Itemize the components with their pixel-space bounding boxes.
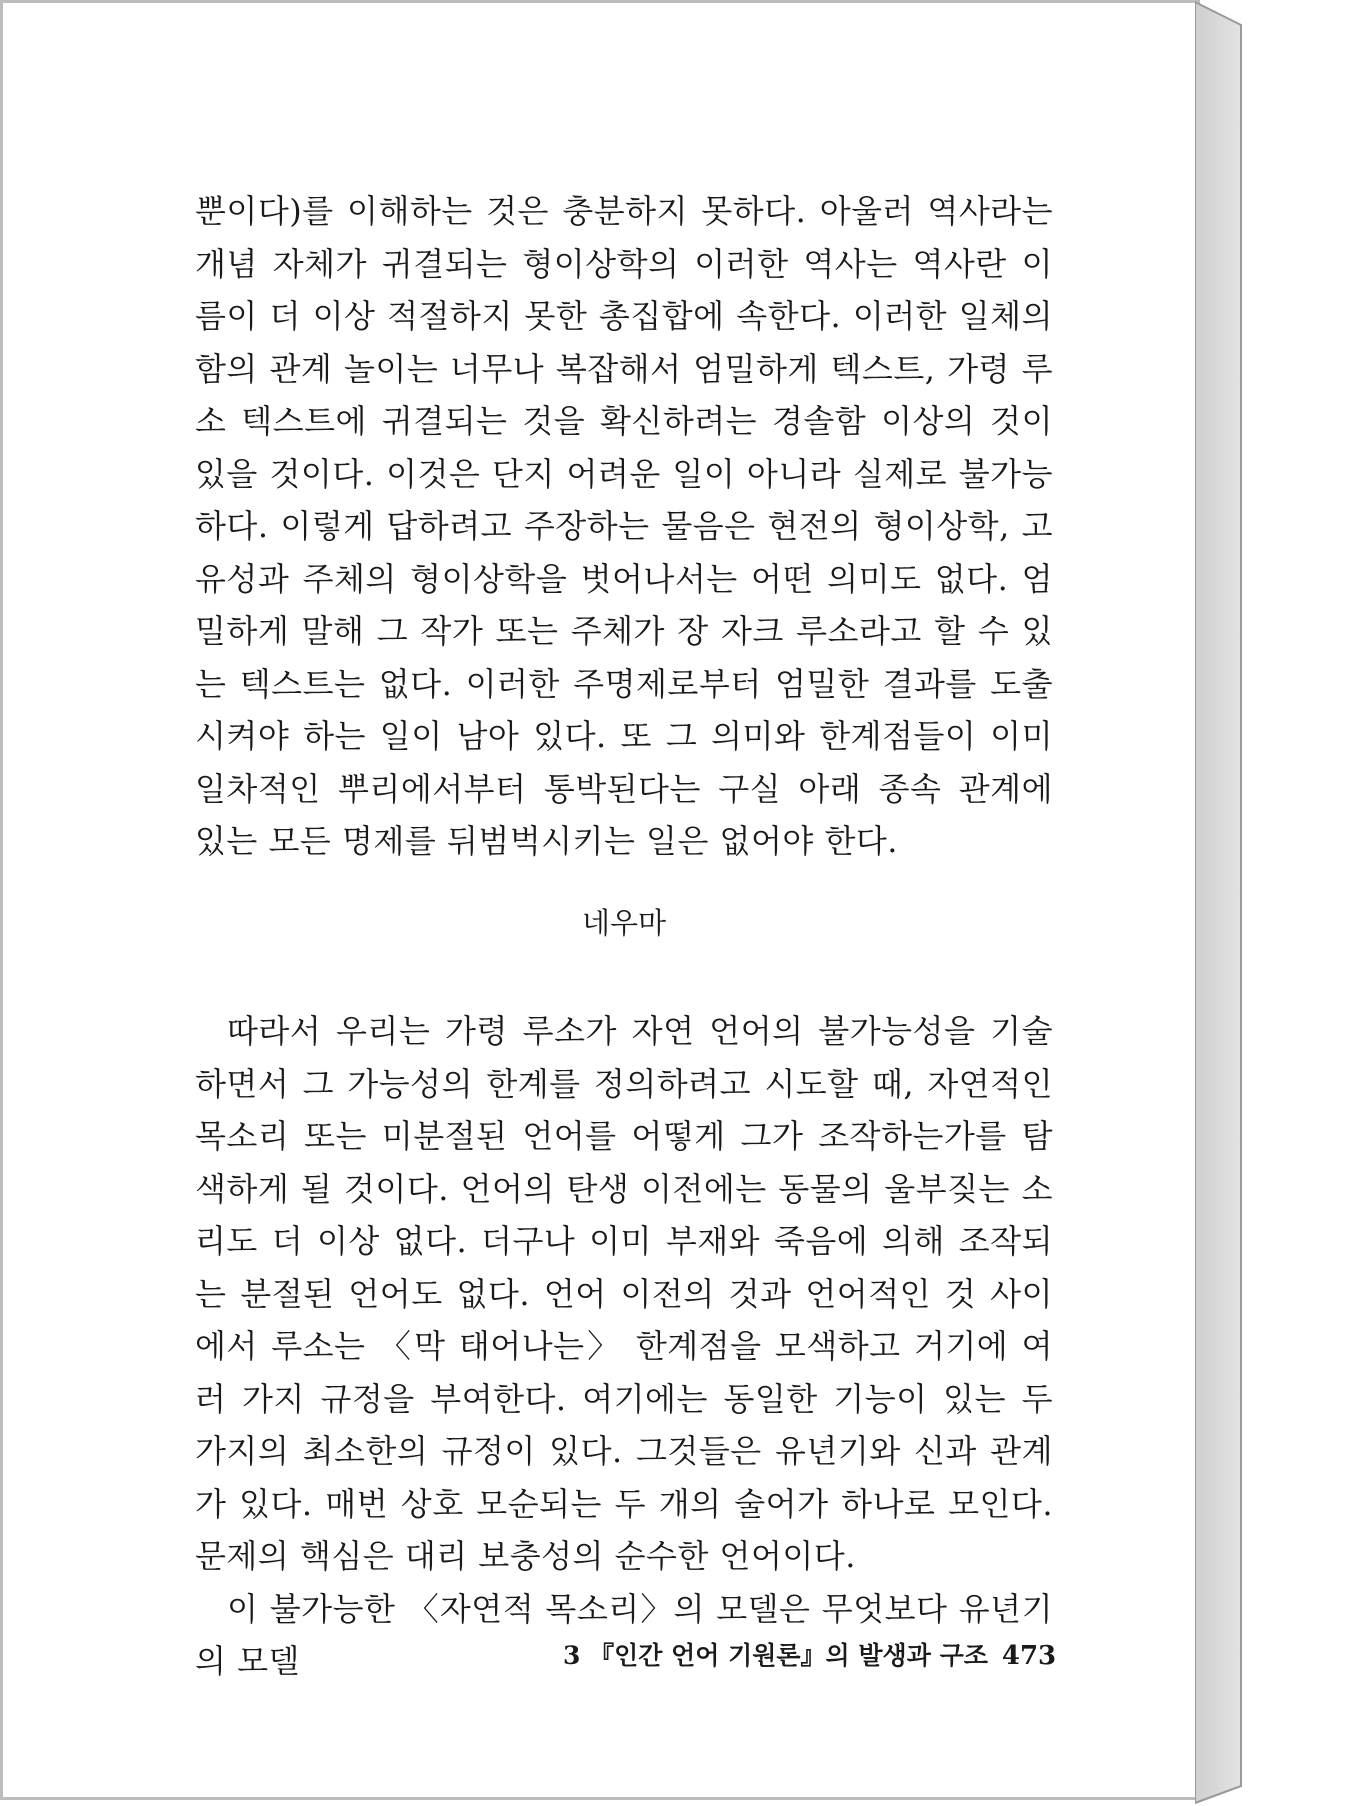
- page-footer: [563, 1636, 1057, 1672]
- paragraph: 따라서 우리는 가령 루소가 자연 언어의 불가능성을 기술하면서 그 가능성의 한계를 정의하려고 시도할 때, 자연적인 목소리 또는 미분절된 언어를 어떻게 그가 조작하는가를 탐색하게 될 것이다. 언어의 탄생 이전에는 동물의 울부짖는 소리도 더 이상 없다. 더구나 이미 부재와 죽음에 의해 조작되는 분절된 언어도 없다. 언어 이전의 것과 언어적인 것 사이에서 루소는 〈막 태어나는〉 한계점을 모색하고 거기에 여러 가지 규정을 부여한다. 여기에는 동일한 기능이 있는 두 가지의 최소한의 규정이 있다. 그것들은 유년기와 신과 관계가 있다. 매번 상호 모순되는 두 개의 술어가 하나로 모인다. 문제의 핵심은 대리 보충성의 순수한 언어이다.: [195, 1012, 1053, 1575]
- paragraph: 이 불가능한 〈자연적 목소리〉의 모델은 무엇보다 유년기의 모델: [195, 1589, 1053, 1680]
- running-title: 3 『인간 언어 기원론』의 발생과 구조: [563, 1641, 988, 1670]
- body-text-bottom: [195, 1005, 1053, 1688]
- paragraph: 뿐이다)를 이해하는 것은 충분하지 못하다. 아울러 역사라는 개념 자체가 귀결되는 형이상학의 이러한 역사는 역사란 이름이 더 이상 적절하지 못한 총집합에 속한다. 이러한 일체의 함의 관계 놀이는 너무나 복잡해서 엄밀하게 텍스트, 가령 루소 텍스트에 귀결되는 것을 확신하려는 경솔함 이상의 것이 있을 것이다. 이것은 단지 어려운 일이 아니라 실제로 불가능하다. 이렇게 답하려고 주장하는 물음은 현전의 형이상학, 고유성과 주체의 형이상학을 벗어나서는 어떤 의미도 없다. 엄밀하게 말해 그 작가 또는 주체가 장 자크 루소라고 할 수 있는 텍스트는 없다. 이러한 주명제로부터 엄밀한 결과를 도출시켜야 하는 일이 남아 있다. 또 그 의미와 한계점들이 이미 일차적인 뿌리에서부터 통박된다는 구실 아래 종속 관계에 있는 모든 명제를 뒤범벅시키는 일은 없어야 한다.: [195, 192, 1053, 860]
- body-text-top: [195, 185, 1053, 868]
- section-heading: 네우마: [581, 906, 667, 940]
- page-number: 473: [1001, 1641, 1057, 1671]
- book-edge: [1195, 0, 1254, 1806]
